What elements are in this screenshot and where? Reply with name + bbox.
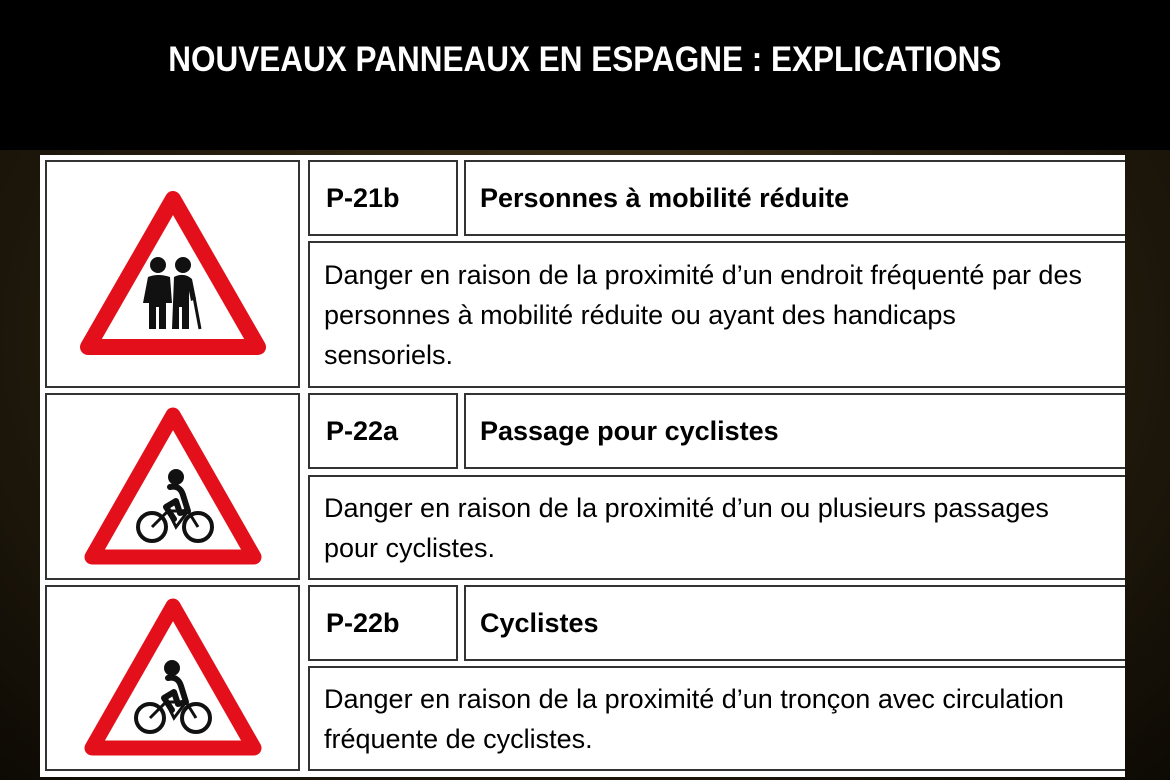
sign-image-p22a (45, 393, 300, 580)
sign-code: P-22a (326, 415, 399, 446)
cyclist-icon (84, 407, 262, 567)
sign-code: P-22b (326, 607, 400, 638)
sign-description-cell (308, 241, 1125, 388)
page-title: NOUVEAUX PANNEAUX EN ESPAGNE : EXPLICATIONS (168, 40, 1002, 79)
sign-code-cell (308, 393, 458, 469)
sign-name: Cyclistes (480, 607, 599, 638)
signs-table (40, 155, 1125, 777)
sign-description-cell (308, 666, 1125, 771)
sign-image-p22b (45, 585, 300, 771)
sign-name-cell (464, 160, 1125, 236)
sign-code-cell (308, 585, 458, 661)
sign-name-cell (464, 393, 1125, 469)
sign-name: Passage pour cyclistes (480, 415, 779, 446)
sign-code-cell (308, 160, 458, 236)
sign-name: Personnes à mobilité réduite (480, 182, 850, 213)
sign-image-p21b (45, 160, 300, 388)
sign-description: Danger en raison de la proximité d’un ou plusieurs passages pour cyclistes. (324, 492, 1049, 563)
sign-description: Danger en raison de la proximité d’un endroit fréquenté par des personnes à mobilité réduite ou ayant des handicaps sensoriels. (324, 259, 1082, 370)
sign-description: Danger en raison de la proximité d’un tronçon avec circulation fréquente de cyclistes. (324, 683, 1064, 754)
sign-name-cell (464, 585, 1125, 661)
header-banner (0, 0, 1170, 150)
elderly-people-icon (80, 191, 266, 357)
cyclist-icon (84, 598, 262, 758)
sign-code: P-21b (326, 182, 400, 213)
sign-description-cell (308, 475, 1125, 580)
